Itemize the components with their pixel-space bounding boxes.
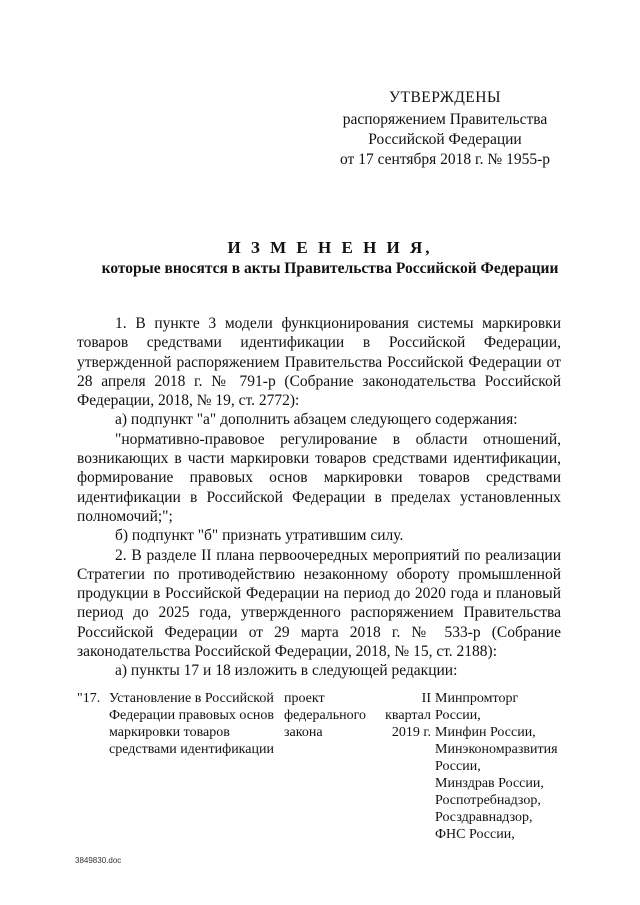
responsible-line: Минэкономразвития (435, 742, 558, 757)
responsible-line: Росздравнадзор, (435, 810, 533, 825)
responsible-line: ФНС России, (435, 827, 515, 842)
term-cell (379, 690, 431, 741)
row-number: "17. (77, 691, 101, 706)
term-line: квартал (385, 708, 431, 723)
document-subtitle: которые вносятся в акты Правительства Российской Федерации (101, 260, 559, 277)
approval-line-2: Российской Федерации (368, 131, 522, 148)
document-type-line: закона (284, 725, 323, 740)
responsible-line: Минпромторг (435, 691, 519, 706)
document-type-line: проект (284, 691, 325, 706)
paragraph-1b: б) подпункт "б" признать утратившим силу. (115, 527, 404, 545)
measure-name-cell (109, 690, 279, 758)
approval-stamp (300, 88, 590, 170)
paragraph-1: 1. В пункте 3 модели функционирования системы маркировки товаров средствами идентификации в Российской Федерации, утвержденной распоряжением Правительства Российской Федерации от 28 апреля 2018 г. № 791-р (Собрание законодательства Российской Федерации, 2018, № 19, ст. 2772): (77, 315, 561, 410)
responsible-line: Роспотребнадзор, (435, 793, 541, 808)
paragraph-1a-quote: "нормативно-правовое регулирование в области отношений, возникающих в части маркировки товаров средствами идентификации, формирование правовых основ маркировки товаров средствами идентификации в Российской Федерации в пределах установленных полномочий;"; (77, 430, 561, 525)
paragraph-1a: а) подпункт "а" дополнить абзацем следующего содержания: (115, 411, 518, 429)
responsible-line: России, (435, 708, 481, 723)
paragraph-2: 2. В разделе II плана первоочередных мероприятий по реализации Стратегии по противодействию незаконному обороту промышленной продукции в Российской Федерации на период до 2020 года и плановый период до 2025 года, утвержденного распоряжением Правительства Российской Федерации от 29 марта 2018 г. № 533-р (Собрание законодательства Российской Федерации, 2018, № 15, ст. 2188): (77, 546, 561, 661)
measure-name-line: маркировки товаров (109, 725, 230, 740)
responsible-line: Минфин России, (435, 725, 536, 740)
file-name-footer: 3849830.doc (75, 856, 122, 865)
document-title: И З М Е Н Е Н И Я, (227, 238, 433, 257)
measure-name-line: средствами идентификации (109, 742, 274, 757)
measure-name-line: Установление в Российской (109, 691, 274, 706)
responsible-cell (435, 690, 595, 843)
approval-line-3: от 17 сентября 2018 г. № 1955-р (340, 151, 550, 168)
measure-name-line: Федерации правовых основ (109, 708, 275, 723)
paragraph-2a: а) пункты 17 и 18 изложить в следующей редакции: (115, 662, 458, 680)
term-line: 2019 г. (391, 725, 431, 740)
responsible-line: Минздрав России, (435, 776, 544, 791)
approval-line-1: распоряжением Правительства (342, 111, 548, 128)
term-line: II (421, 691, 431, 706)
document-body (77, 314, 561, 681)
document-type-line: федерального (284, 708, 367, 723)
document-type-cell (284, 690, 367, 741)
responsible-line: России, (435, 759, 481, 774)
approval-heading: УТВЕРЖДЕНЫ (389, 89, 501, 106)
